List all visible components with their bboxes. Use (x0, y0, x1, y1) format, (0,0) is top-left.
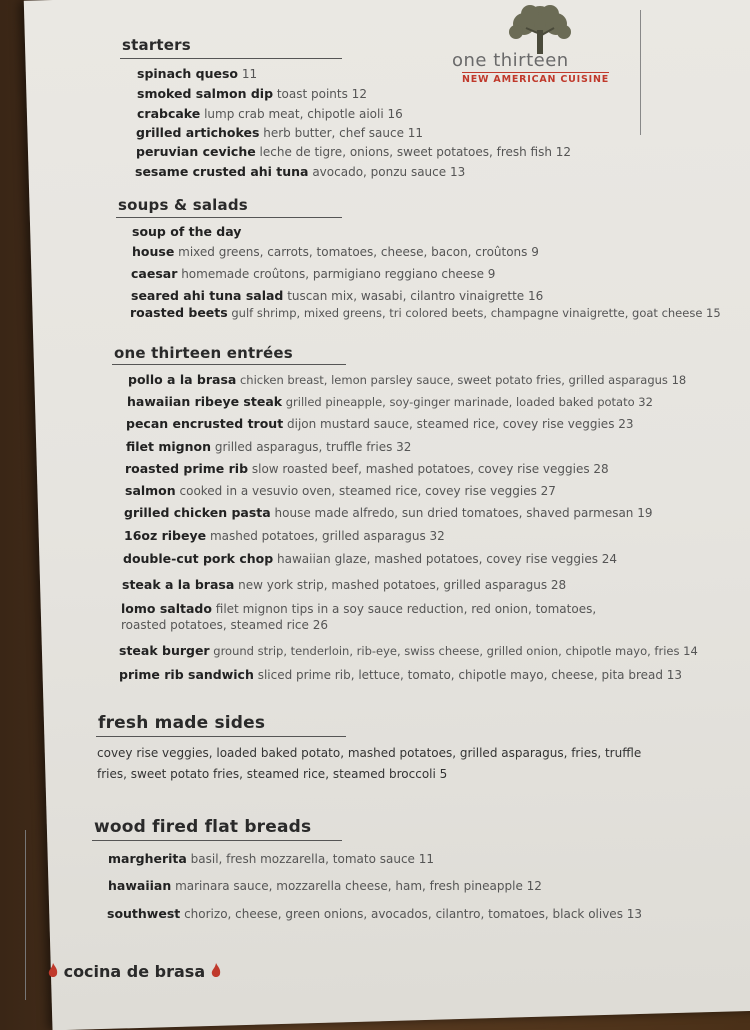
section-title-soups: soups & salads (118, 196, 248, 214)
menu-item: roasted prime rib slow roasted beef, mashed potatoes, covey rise veggies 28 (125, 461, 609, 476)
menu-item: steak a la brasa new york strip, mashed potatoes, grilled asparagus 28 (122, 577, 567, 592)
restaurant-logo (452, 4, 622, 94)
section-title-starters: starters (122, 36, 191, 54)
flame-icon (48, 963, 58, 979)
footer-brand (48, 962, 221, 981)
section-title-sides: fresh made sides (98, 713, 266, 733)
menu-item: double-cut pork chop hawaiian glaze, mashed potatoes, covey rise veggies 24 (123, 551, 618, 566)
menu-item: spinach queso 11 (137, 66, 258, 81)
menu-item: roasted beets gulf shrimp, mixed greens, tri colored beets, champagne vinaigrette, goat cheese 15 (130, 305, 721, 320)
menu-item: soup of the day (132, 224, 242, 239)
section-underline (92, 840, 342, 841)
menu-item: 16oz ribeye mashed potatoes, grilled asparagus 32 (124, 528, 445, 543)
menu-item: hawaiian marinara sauce, mozzarella cheese, ham, fresh pineapple 12 (108, 878, 542, 893)
menu-item: hawaiian ribeye steak grilled pineapple, soy-ginger marinade, loaded baked potato 32 (127, 394, 653, 409)
menu-item: smoked salmon dip toast points 12 (137, 86, 367, 101)
menu-item: sesame crusted ahi tuna avocado, ponzu sauce 13 (135, 164, 466, 179)
section-underline (96, 736, 346, 737)
menu-item: caesar homemade croûtons, parmigiano reggiano cheese 9 (131, 266, 496, 281)
divider (25, 830, 26, 1000)
menu-item: prime rib sandwich sliced prime rib, lettuce, tomato, chipotle mayo, cheese, pita bread 13 (119, 667, 683, 682)
menu-item: pollo a la brasa chicken breast, lemon parsley sauce, sweet potato fries, grilled asparagus 18 (128, 372, 687, 387)
menu-item: filet mignon grilled asparagus, truffle fries 32 (126, 439, 412, 454)
section-underline (116, 217, 342, 218)
logo-name: one thirteen (452, 50, 569, 71)
sides-list: covey rise veggies, loaded baked potato, mashed potatoes, grilled asparagus, fries, truffle fries, sweet potato fries, steamed rice, steamed broccoli 5 (97, 746, 642, 781)
logo-tagline: NEW AMERICAN CUISINE (462, 74, 609, 85)
menu-item: peruvian ceviche leche de tigre, onions, sweet potatoes, fresh fish 12 (136, 144, 572, 159)
menu-item: house mixed greens, carrots, tomatoes, cheese, bacon, croûtons 9 (132, 244, 539, 259)
menu-item: crabcake lump crab meat, chipotle aioli 16 (137, 106, 403, 121)
divider (640, 10, 641, 135)
menu-item: steak burger ground strip, tenderloin, rib-eye, swiss cheese, grilled onion, chipotle mayo, fries 14 (119, 643, 698, 658)
section-title-entrees: one thirteen entrées (114, 344, 293, 362)
menu-item: southwest chorizo, cheese, green onions, avocados, cilantro, tomatoes, black olives 13 (107, 906, 643, 921)
menu-item: grilled chicken pasta house made alfredo, sun dried tomatoes, shaved parmesan 19 (124, 505, 653, 520)
menu-item: margherita basil, fresh mozzarella, tomato sauce 11 (108, 851, 435, 866)
menu-item: grilled artichokes herb butter, chef sauce 11 (136, 125, 424, 140)
flame-icon (211, 963, 221, 979)
menu-item: pecan encrusted trout dijon mustard sauce, steamed rice, covey rise veggies 23 (126, 416, 634, 431)
menu-item: lomo saltado filet mignon tips in a soy sauce reduction, red onion, tomatoes, roasted potatoes, steamed rice 26 (121, 601, 597, 632)
section-underline (120, 58, 342, 59)
tree-icon (500, 4, 580, 56)
footer-text: cocina de brasa (63, 962, 206, 981)
menu-item: salmon cooked in a vesuvio oven, steamed rice, covey rise veggies 27 (125, 483, 556, 498)
section-underline (112, 364, 346, 365)
menu-item: seared ahi tuna salad tuscan mix, wasabi, cilantro vinaigrette 16 (131, 288, 544, 303)
section-title-flatbreads: wood fired flat breads (94, 817, 312, 837)
